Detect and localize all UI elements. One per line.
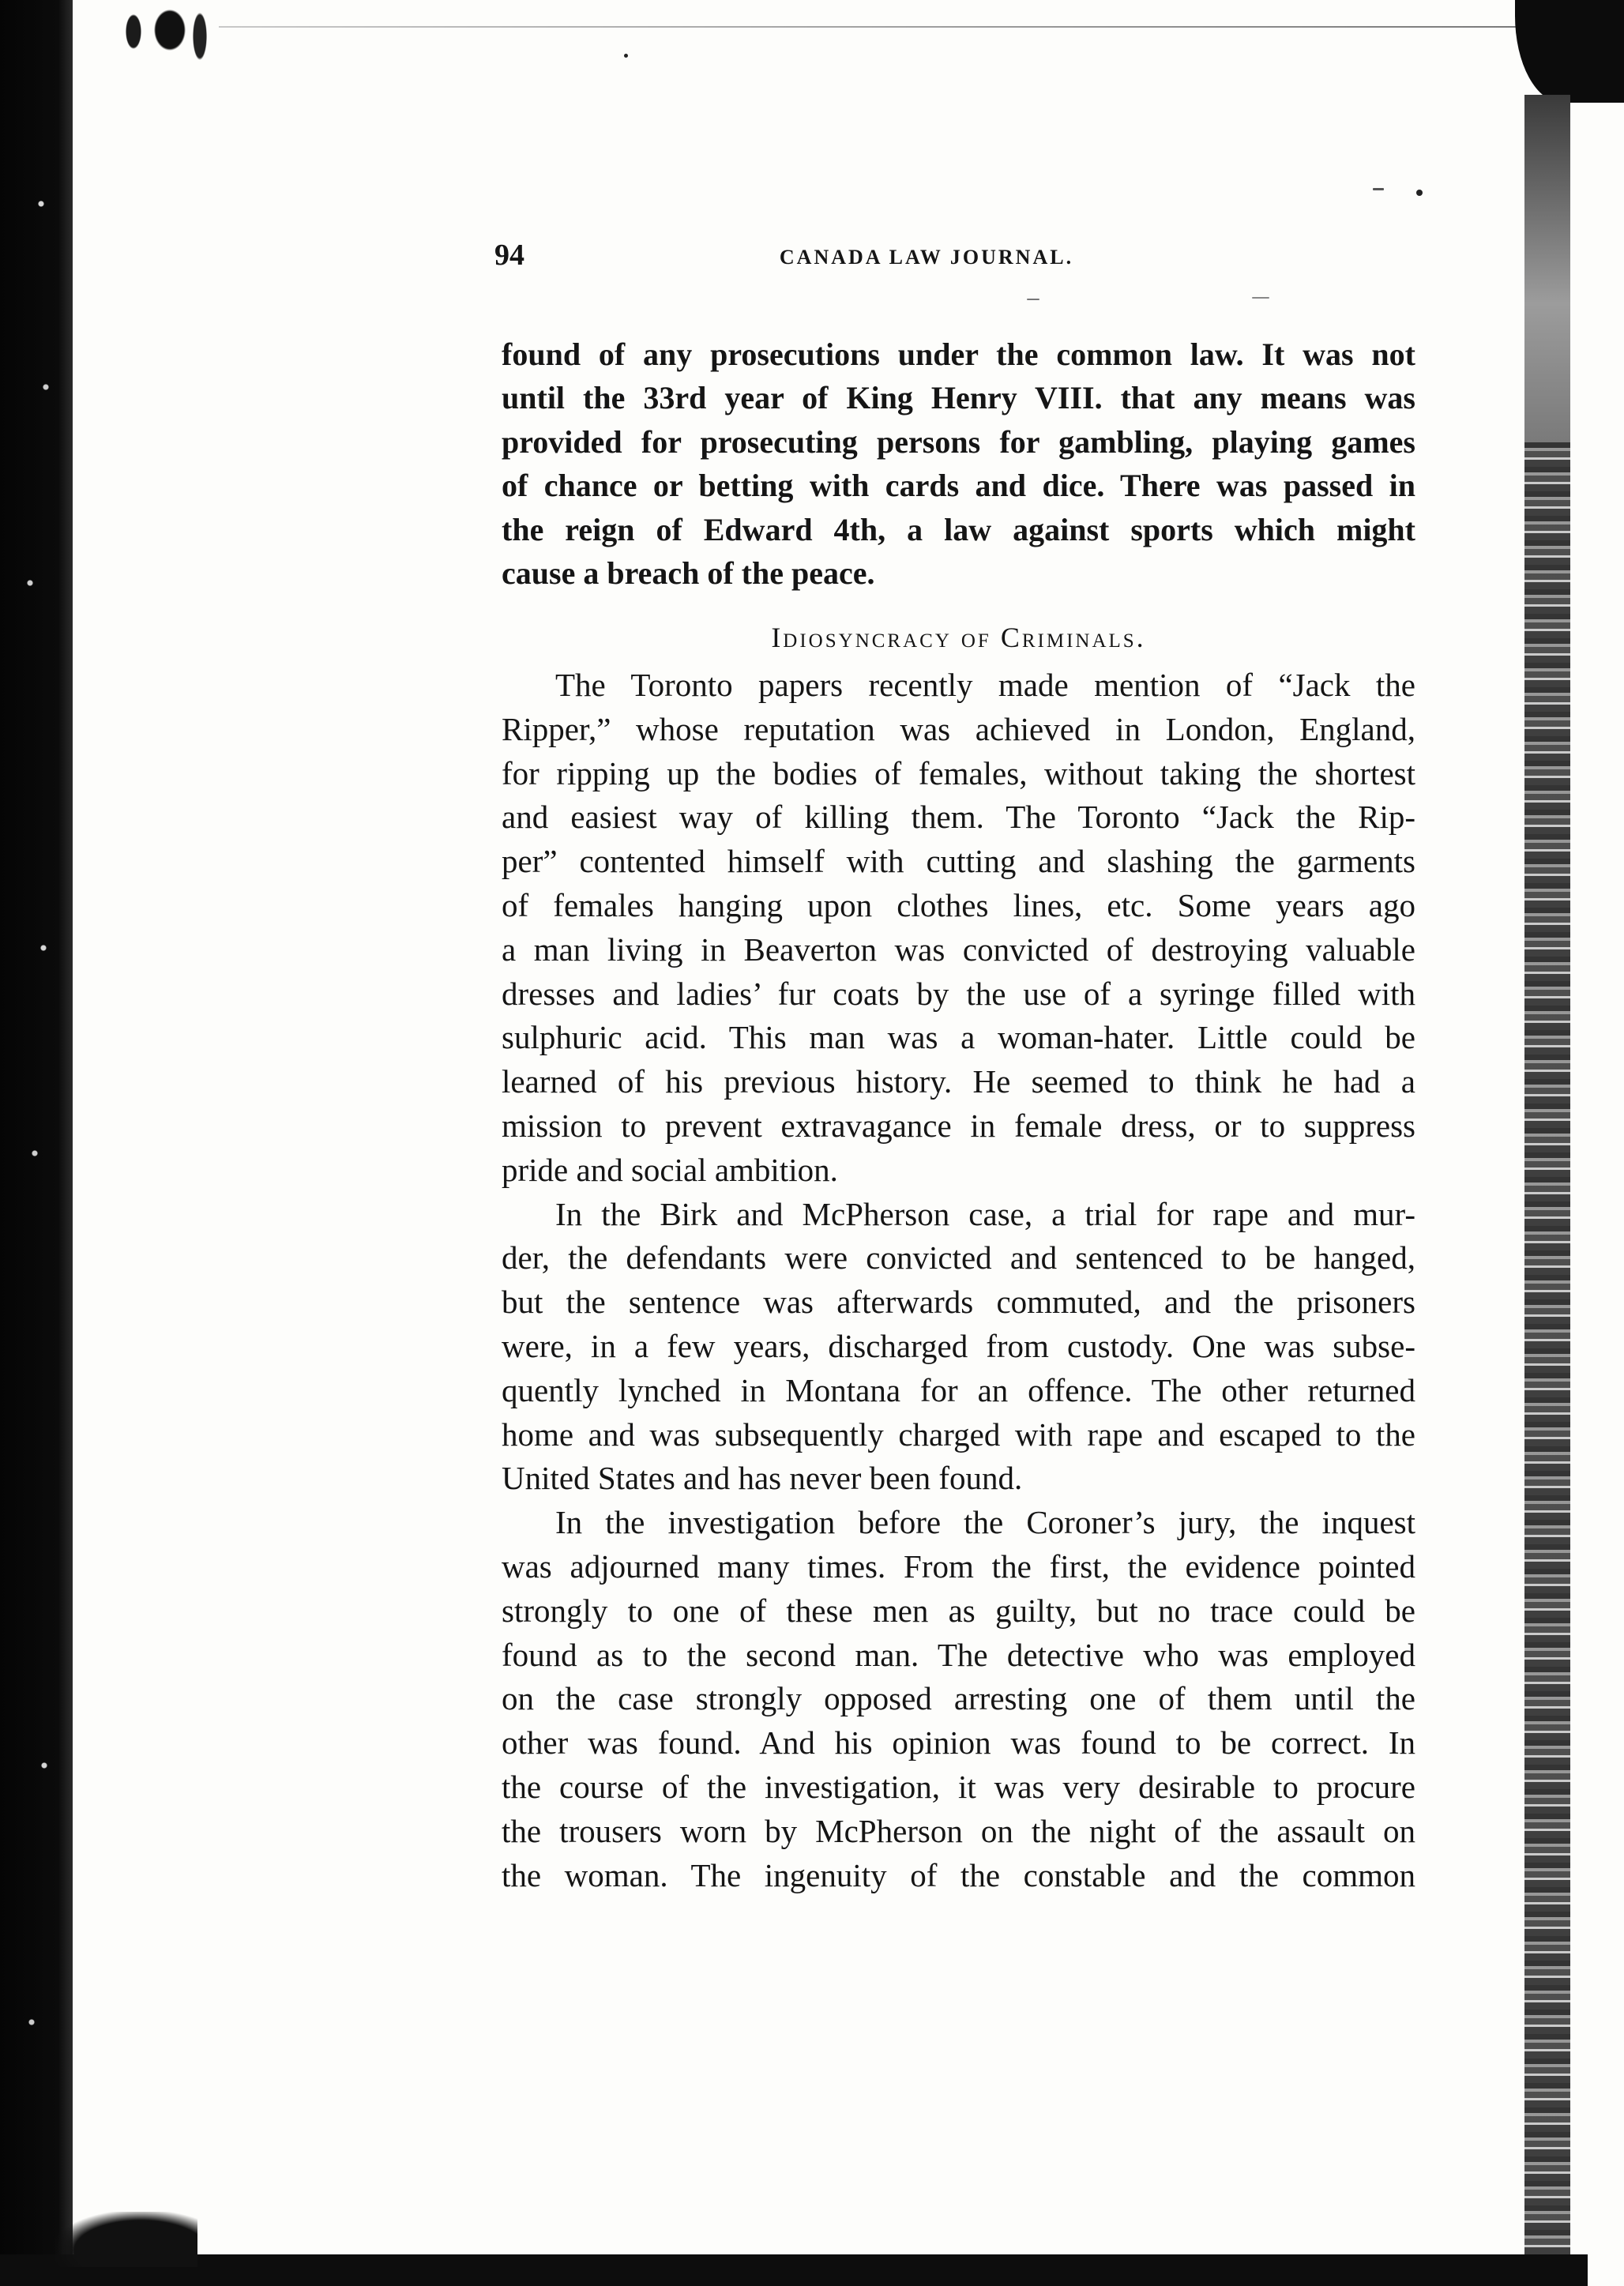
text-line: cause a breach of the peace. [502, 555, 875, 591]
page-number: 94 [494, 239, 524, 272]
scan-border-left [0, 0, 73, 2286]
text-line: of chance or betting with cards and dice. There was passed in [502, 468, 1415, 504]
text-line: the course of the investigation, it was very desirable to procure [502, 1768, 1415, 1805]
scan-line-top [219, 26, 1518, 28]
section-heading: Idiosyncracy of Criminals. [771, 622, 1146, 653]
text-line: sulphuric acid. This man was a woman-hater. Little could be [502, 1019, 1415, 1056]
paragraph [502, 1193, 1415, 1502]
text-line: found of any prosecutions under the common law. It was not [502, 337, 1415, 372]
scan-border-right-top [1524, 95, 1570, 442]
paragraph [502, 333, 1415, 595]
text-line: and easiest way of killing them. The Toronto “Jack the Rip- [502, 799, 1415, 836]
text-line: Ripper,” whose reputation was achieved in London, England, [502, 710, 1415, 747]
text-line: found as to the second man. The detective who was employed [502, 1636, 1415, 1673]
text-line: home and was subsequently charged with rape and escaped to the [502, 1416, 1415, 1453]
text-line: a man living in Beaverton was convicted of destroying valuable [502, 931, 1415, 968]
text-line: but the sentence was afterwards commuted, and the prisoners [502, 1284, 1415, 1321]
text-line: learned of his previous history. He seemed to think he had a [502, 1063, 1415, 1100]
text-line: for ripping up the bodies of females, without taking the shortest [502, 754, 1415, 791]
scan-speck [1416, 190, 1423, 196]
text-line: per” contented himself with cutting and slashing the garments [502, 843, 1415, 880]
text-line: was adjourned many times. From the first, the evidence pointed [502, 1547, 1415, 1585]
running-head-title: CANADA LAW JOURNAL. [779, 246, 1074, 269]
text-line: pride and social ambition. [502, 1151, 838, 1188]
scan-smudge-bottom [55, 2212, 197, 2267]
text-line: The Toronto papers recently made mention of “Jack the [555, 667, 1415, 703]
text-line: dresses and ladies’ fur coats by the use of a syringe filled with [502, 975, 1415, 1012]
scan-speck [1373, 188, 1384, 190]
text-line: strongly to one of these men as guilty, but no trace could be [502, 1592, 1415, 1629]
scan-border-bottom [0, 2254, 1588, 2286]
text-line: In the investigation before the Coroner’s jury, the inquest [555, 1504, 1415, 1541]
body-text [502, 664, 1415, 1897]
text-line: der, the defendants were convicted and sentenced to be hanged, [502, 1239, 1415, 1276]
text-line: United States and has never been found. [502, 1460, 1023, 1497]
text-line: the woman. The ingenuity of the constable and the common [502, 1856, 1415, 1893]
paragraph [502, 1501, 1415, 1897]
scan-border-right [1524, 442, 1570, 2259]
text-line: were, in a few years, discharged from custody. One was subse- [502, 1327, 1415, 1364]
scan-speck [1252, 297, 1269, 299]
scan-speck [624, 54, 628, 58]
text-line: the reign of Edward 4th, a law against sports which might [502, 511, 1415, 547]
text-line: mission to prevent extravagance in female dress, or to suppress [502, 1107, 1415, 1144]
text-line: of females hanging upon clothes lines, etc. Some years ago [502, 886, 1415, 923]
text-line: provided for prosecuting persons for gambling, playing games [502, 423, 1415, 460]
text-line: other was found. And his opinion was found to be correct. In [502, 1724, 1415, 1761]
text-line: the trousers worn by McPherson on the night of the assault on [502, 1812, 1415, 1849]
text-line: quently lynched in Montana for an offence. The other returned [502, 1371, 1415, 1408]
scan-speck [1027, 299, 1039, 300]
text-line: on the case strongly opposed arresting one of them until the [502, 1680, 1415, 1717]
paragraph [502, 664, 1415, 1193]
text-line: In the Birk and McPherson case, a trial for rape and mur- [555, 1195, 1415, 1232]
scan-smudge-top [122, 0, 213, 75]
scan-corner-top-right [1515, 0, 1624, 103]
text-line: until the 33rd year of King Henry VIII. that any means was [502, 380, 1415, 416]
